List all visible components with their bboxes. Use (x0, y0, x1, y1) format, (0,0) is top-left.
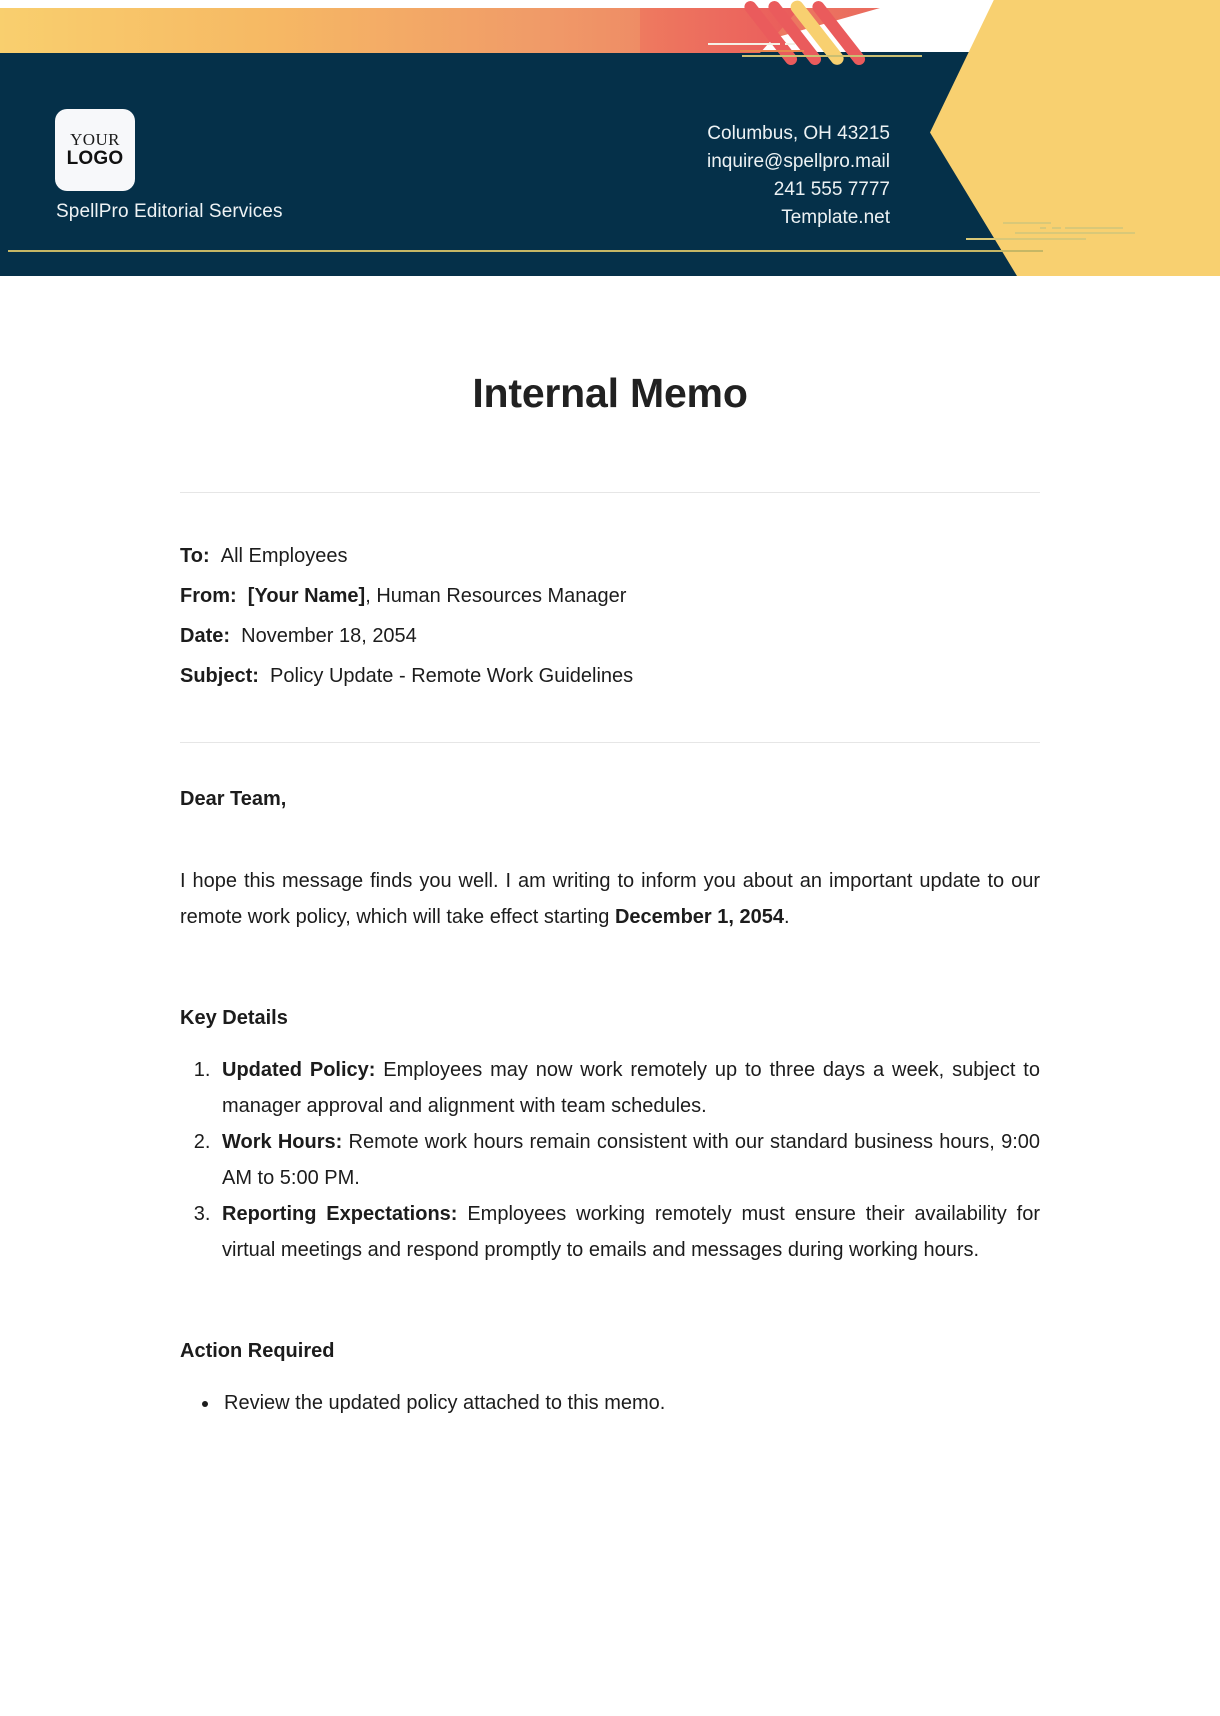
action-required-heading: Action Required (180, 1340, 335, 1362)
key-detail-label: Work Hours: (222, 1131, 343, 1153)
decor-line-top-4 (742, 55, 922, 57)
key-detail-text: Employees may now work remotely up to three days a week, subject to manager approval and alignment with team schedules. (222, 1059, 1040, 1117)
key-detail-label: Reporting Expectations: (222, 1203, 458, 1225)
meta-value-from-role: , Human Resources Manager (365, 585, 627, 607)
greeting: Dear Team, (180, 788, 287, 810)
action-required-list (180, 1385, 1040, 1421)
meta-label-to: To: (180, 545, 210, 567)
decor-line-bottom-5 (1015, 232, 1135, 234)
decor-line-bottom-3 (1052, 227, 1061, 229)
memo-content (180, 743, 1040, 1421)
decor-line-top-1 (708, 43, 780, 45)
meta-label-from: From: (180, 585, 237, 607)
contact-info-block (707, 120, 890, 232)
contact-email[interactable]: inquire@spellpro.mail (707, 151, 890, 173)
logo-placeholder (55, 109, 135, 191)
contact-website[interactable]: Template.net (781, 207, 890, 229)
document-body (0, 276, 1220, 1421)
meta-value-subject: Policy Update - Remote Work Guidelines (270, 665, 634, 687)
company-name: SpellPro Editorial Services (56, 201, 283, 222)
decor-line-bottom-4 (1065, 227, 1123, 229)
decor-line-top-3 (740, 50, 804, 52)
document-header (0, 0, 1220, 276)
meta-row-from (180, 576, 1040, 616)
decor-line-bottom-6 (966, 238, 1086, 240)
header-bottom-rule (8, 250, 1043, 252)
logo-text-logo: LOGO (66, 147, 124, 169)
meta-row-subject (180, 656, 1040, 696)
key-detail-text: Employees working remotely must ensure their availability for virtual meetings and respond promptly to emails and messages during working hours. (222, 1203, 1040, 1261)
list-item (216, 1052, 1040, 1124)
meta-label-date: Date: (180, 625, 231, 647)
memo-meta-block (180, 493, 1040, 696)
list-item (216, 1124, 1040, 1196)
intro-text-before: I hope this message finds you well. I am writing to inform you about an important update to our remote work policy, which will take effect starting (180, 870, 1040, 928)
intro-effective-date: December 1, 2054 (614, 906, 784, 928)
key-detail-text: Remote work hours remain consistent with our standard business hours, 9:00 AM to 5:00 PM. (222, 1131, 1041, 1189)
contact-address: Columbus, OH 43215 (707, 123, 890, 144)
meta-value-from-name: [Your Name] (247, 585, 366, 607)
key-details-list (180, 1052, 1040, 1268)
intro-text-after: . (784, 906, 790, 928)
key-details-heading: Key Details (180, 1007, 288, 1029)
list-item (216, 1196, 1040, 1268)
key-detail-label: Updated Policy: (222, 1059, 376, 1081)
meta-value-date: November 18, 2054 (241, 625, 417, 647)
decor-line-bottom-2 (1040, 227, 1046, 229)
meta-value-to-text: All Employees (220, 545, 348, 567)
contact-phone: 241 555 7777 (773, 179, 890, 201)
meta-label-subject: Subject: (180, 665, 259, 687)
intro-paragraph (180, 863, 1040, 935)
decor-line-top-2 (785, 43, 795, 45)
logo-text-your: YOUR (70, 130, 120, 150)
page-title: Internal Memo (472, 370, 748, 416)
meta-row-date (180, 616, 1040, 656)
meta-row-to (180, 536, 1040, 576)
decor-line-bottom-1 (1003, 222, 1051, 224)
list-item: • Review the updated policy attached to this memo. (220, 1385, 1040, 1421)
